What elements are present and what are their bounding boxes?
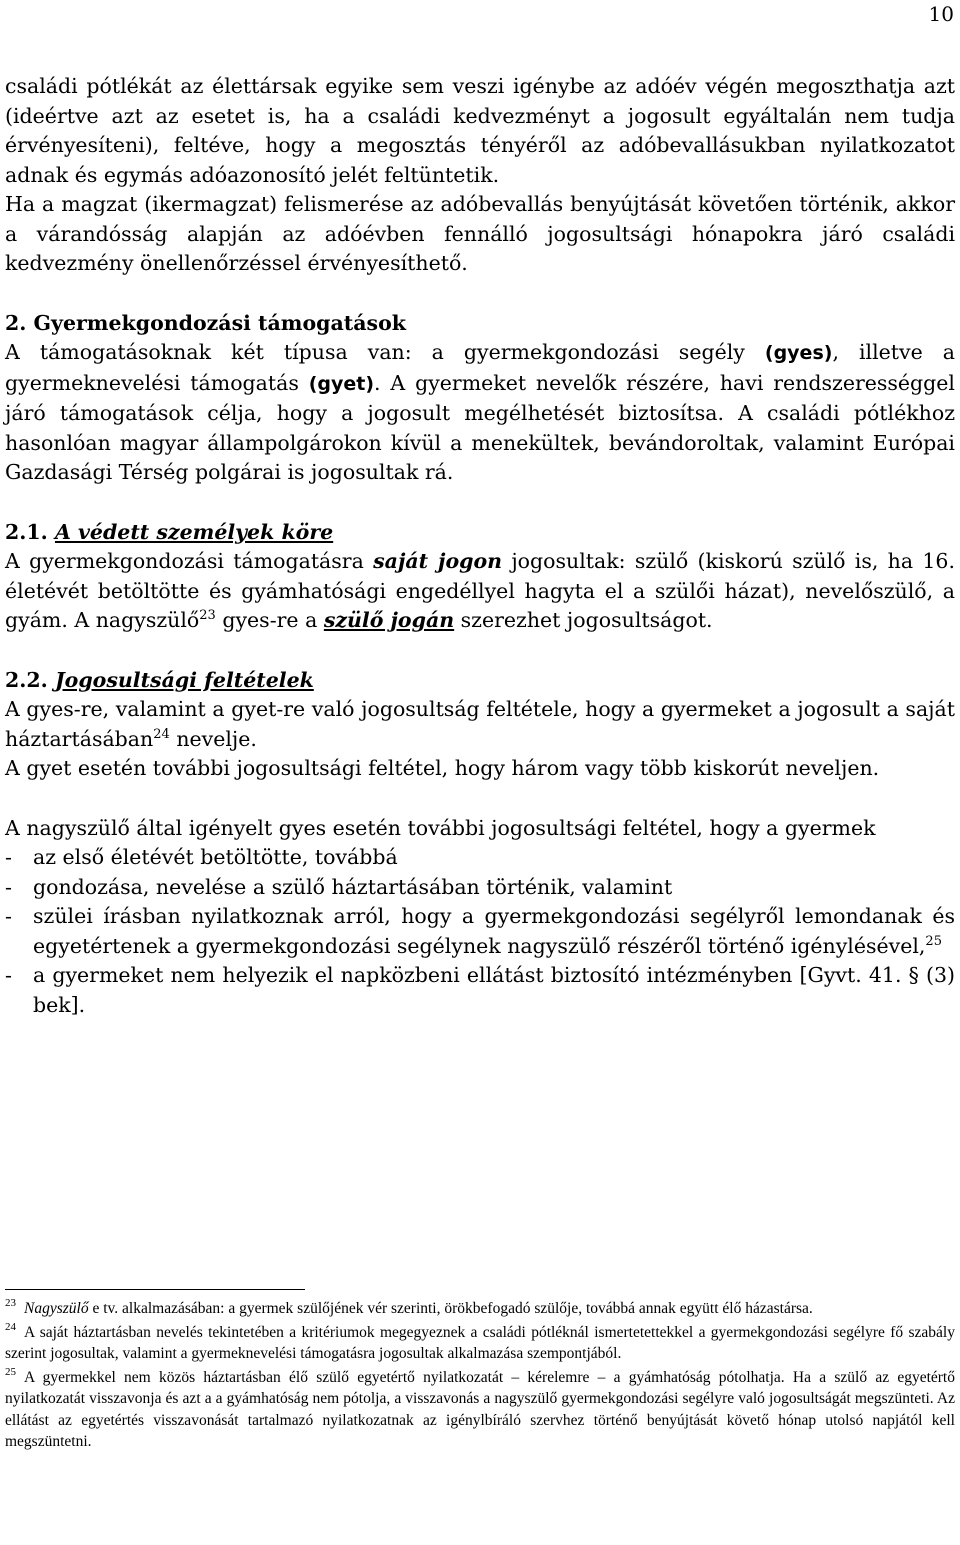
- paragraph-magzat: Ha a magzat (ikermagzat) felismerése az adóbevallás benyújtását követően történik, akkor a várandósság alapján az adóévben fennálló jogosultsági hónapokra járó családi kedvezmény önellenőrzéssel érvényesíthető.: [5, 192, 955, 275]
- gyet-term: (gyet): [308, 372, 375, 395]
- section-2-2-text: A gyes-re, valamint a gyet-re való jogosultság feltétele, hogy a gyermeket a jogosult a saját háztartásában$^{24}$ nevelje.: [5, 697, 955, 751]
- section-2-text: A támogatásoknak két típusa van: a gyermekgondozási segély (gyes), illetve a gyermeknevelési támogatás (gyet). A gyermeket nevelők részére, havi rendszerességgel járó támogatások célja, hogy a jogosult megélhetését biztosítsa. A családi pótlékhoz hasonlóan magyar állampolgárokon kívül a menekültek, bevándoroltak, valamint Európai Gazdasági Térség polgárai is jogosultak rá.: [5, 340, 955, 484]
- footnote-23: $^{23}$ Nagyszülő e tv. alkalmazásában: a gyermek szülőjének vér szerinti, örökbefogadó szülője, továbbá annak együtt élő házastársa.: [5, 1297, 813, 1317]
- list-item: - gondozása, nevelése a szülő háztartásában történik, valamint: [5, 874, 673, 899]
- section-2-1-heading: 2.1. A védett személyek köre: [5, 519, 334, 544]
- section-2-2-heading: 2.2. Jogosultsági feltételek: [5, 667, 314, 692]
- list-item: - az első életévét betöltötte, továbbá: [5, 845, 398, 869]
- footnote-25: $^{25}$ A gyermekkel nem közös háztartásban élő szülő egyetértő nyilatkozatát – kérelemre – a gyámhatóság pótolhatja. Ha a szülő az egyetértő nyilatkozatát visszavonja és azt a a gyámhatóság nem pótolja, a visszavonás a nagyszülő gyermekgondozási segélyre való jogosultságát megszünteti. Az ellátást az egyetértés visszavonását tartalmazó nyilatkozatnak az igénylbíráló szervhez történő benyújtását követő hónap utolsó napjától kell megszüntetni.: [5, 1365, 955, 1450]
- sajat-jogon-term: saját jogon: [373, 549, 503, 573]
- gyes-term: (gyes): [764, 342, 833, 364]
- footnotes: [5, 1298, 955, 1455]
- footnote-ref-23: 23: [199, 608, 216, 623]
- szulo-jogan-term: szülő jogán: [323, 608, 455, 632]
- section-2-1-text: A gyermekgondozási támogatásra saját jogon jogosultak: szülő (kiskorú szülő is, ha 16. életévét betöltötte és gyámhatósági engedéllyel hagyta el a szülői házat), nevelőszülő, a gyám. A nagyszülő$^{23}$ gyes-re a szülő jogán szerezhet jogosultságot.: [5, 549, 955, 632]
- footnote-separator: [5, 1289, 305, 1290]
- footnote-ref-24: 24: [153, 726, 170, 742]
- paragraph-continuation: családi pótlékát az élettársak egyike sem veszi igénybe az adóév végén megoszthatja azt (ideértve azt az esetet is, ha a családi kedvezményt a jogosult egyáltalán nem tudja érvényesíteni), feltéve, hogy a megosztás tényéről az adóbevallásukban nyilatkozatot adnak és egymás adóazonosító jelét feltüntetik.: [5, 74, 955, 187]
- footnote-ref-25: 25: [925, 933, 942, 949]
- footnote-24: $^{24}$ A saját háztartásban nevelés tekintetében a kritériumok megegyeznek a családi pótléknál ismertetettekkel a gyermekgondozási segélyre fő szabály szerint jogosultak, valamint a gyermeknevelési támogatásra jogosultak alkalmazása szempontjából.: [5, 1320, 955, 1362]
- section-2-heading: 2. Gyermekgondozási támogatások: [5, 310, 406, 335]
- list-item: - szülei írásban nyilatkoznak arról, hogy a gyermekgondozási segélyről lemondanak és egyetértenek a gyermekgondozási segélynek nagyszülő részéről történő igénylésével,$^{25}$: [5, 904, 955, 958]
- section-2-2-nagyszulo-text: A nagyszülő által igényelt gyes esetén további jogosultsági feltétel, hogy a gyermek: [5, 815, 876, 840]
- document-body: [5, 72, 955, 1020]
- list-item: - a gyermeket nem helyezik el napközbeni ellátást biztosító intézményben [Gyvt. 41. § (3) bek].: [5, 963, 955, 1017]
- page-number: 10: [928, 2, 954, 26]
- section-2-2-gyet-text: A gyet esetén további jogosultsági feltétel, hogy három vagy több kiskorút neveljen.: [5, 756, 880, 780]
